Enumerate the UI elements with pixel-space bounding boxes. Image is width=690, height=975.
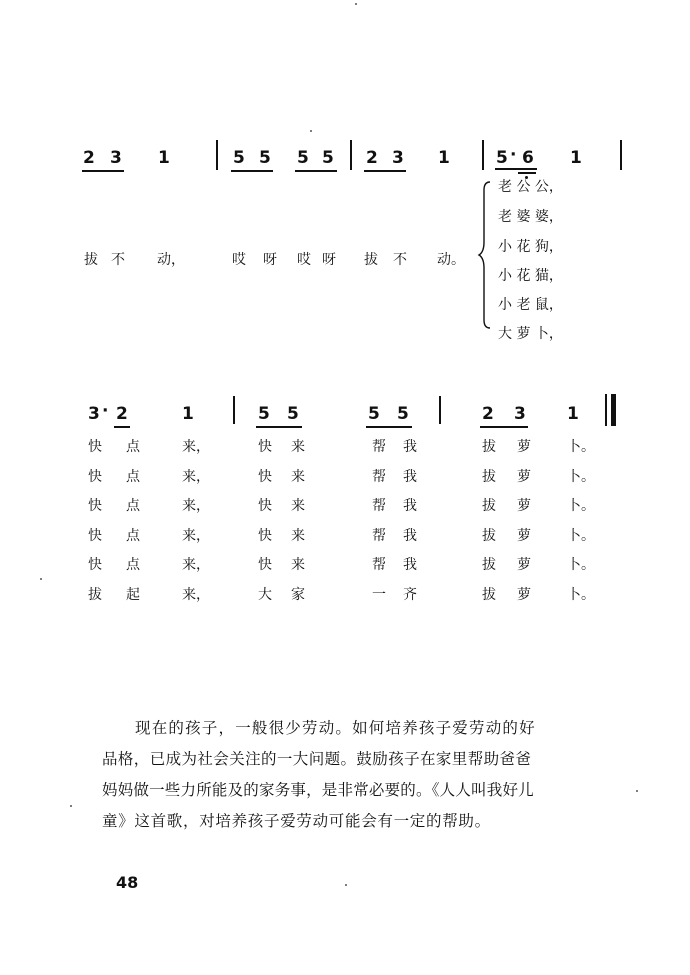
lyric-char: 卜。: [567, 468, 595, 485]
lyric-char: 我: [403, 498, 417, 514]
lyric-char: 点: [126, 557, 140, 573]
note: 5: [287, 404, 299, 424]
underline: [366, 426, 412, 428]
choice-item: 大 萝 卜，: [498, 326, 563, 342]
lyric-char: 萝: [517, 586, 531, 603]
note: 3: [514, 404, 526, 424]
lyric-char: 来，: [182, 527, 210, 544]
speck: [636, 790, 638, 792]
lyric-char: 快: [258, 498, 272, 514]
note: 5: [397, 404, 409, 424]
underline: [495, 168, 537, 170]
lyric-char: 大: [258, 586, 272, 603]
choice-item: [498, 176, 608, 196]
note: 2: [482, 404, 494, 424]
lyric-char: 卜。: [567, 557, 595, 573]
lyric-char: 快: [88, 527, 102, 544]
lyric-char: 一: [372, 586, 386, 603]
lyric-char: 动。: [437, 252, 465, 268]
lyric-char: 来，: [182, 468, 210, 485]
dot-mark: ·: [510, 145, 517, 165]
lyric-char: 来，: [182, 586, 210, 603]
lyric-char: 萝: [517, 468, 531, 485]
underline: [114, 426, 130, 428]
speck: [310, 130, 312, 132]
lyric-char: 来，: [182, 498, 210, 514]
note: 2: [366, 148, 378, 168]
lyric-char: 来: [291, 527, 305, 544]
lyric-char: 齐: [403, 586, 417, 603]
lyric-char: 哎: [232, 252, 246, 268]
lyric-char: 点: [126, 527, 140, 544]
choice-item: 小 老 鼠，: [498, 297, 563, 313]
lyric-char: 萝: [517, 498, 531, 514]
note: 5: [368, 404, 380, 424]
lyric-char: 卜。: [567, 439, 595, 455]
note: 1: [438, 148, 450, 168]
lyric-char: 帮: [372, 557, 386, 573]
lyric-char: 来，: [182, 557, 210, 573]
final-bar-thin: [605, 394, 607, 426]
note: 5: [258, 404, 270, 424]
note: 1: [570, 148, 582, 168]
lyric-char: 快: [88, 557, 102, 573]
lyric-char: 拔: [482, 557, 496, 573]
paragraph-line: 妈妈做一些力所能及的家务事，是非常必要的。《人人叫我好儿: [102, 781, 534, 799]
bar-line: [233, 396, 235, 424]
paragraph-line: 现在的孩子，一般很少劳动。如何培养孩子爱劳动的好: [135, 719, 536, 737]
lyric-char: 起: [126, 586, 140, 603]
lyric-char: 快: [258, 468, 272, 485]
underline: [518, 172, 536, 174]
lyric-char: 不: [393, 252, 407, 268]
note: 2: [116, 404, 128, 424]
underline: [82, 170, 124, 172]
lyric-char: 来: [291, 439, 305, 455]
note: 1: [182, 404, 194, 424]
lyric-char: 来: [291, 498, 305, 514]
bar-line: [350, 140, 352, 170]
note: 3: [392, 148, 404, 168]
note: 1: [567, 404, 579, 424]
lyric-char: 卜。: [567, 527, 595, 544]
lyric-text: 老 公 公，: [498, 179, 563, 195]
choice-item: 小 花 狗，: [498, 239, 563, 255]
lyric-char: 我: [403, 468, 417, 485]
lyric-char: 来: [291, 468, 305, 485]
lyric-char: 快: [258, 527, 272, 544]
lyric-char: 我: [403, 527, 417, 544]
lyric-char: 帮: [372, 527, 386, 544]
lyric-char: 来，: [182, 439, 210, 455]
lyric-char: 萝: [517, 439, 531, 455]
underline: [295, 170, 337, 172]
lyric-char: 呀: [263, 252, 277, 268]
speck: [40, 578, 42, 580]
lyric-char: 动，: [157, 252, 185, 268]
note: 5: [496, 148, 508, 168]
lyric-char: 点: [126, 439, 140, 455]
lyric-char: 拔: [482, 527, 496, 544]
lyric-char: 拔: [482, 468, 496, 485]
lyric-char: 卜。: [567, 498, 595, 514]
note: 5: [297, 148, 309, 168]
underline: [364, 170, 406, 172]
lyric-char: 我: [403, 557, 417, 573]
lyric-char: 点: [126, 498, 140, 514]
lyric-char: 快: [88, 439, 102, 455]
lyric-char: 拔: [88, 586, 102, 603]
lyric-char: 帮: [372, 498, 386, 514]
lyric-char: 呀: [322, 252, 336, 268]
lyric-char: 萝: [517, 557, 531, 573]
underline: [231, 170, 273, 172]
bar-line: [439, 396, 441, 424]
lyric-char: 快: [258, 439, 272, 455]
final-bar-thick: [611, 394, 616, 426]
note: 1: [158, 148, 170, 168]
note: 5: [259, 148, 271, 168]
note: 3: [110, 148, 122, 168]
note: 6: [522, 148, 534, 168]
lyric-char: 帮: [372, 468, 386, 485]
paragraph-line: 品格，已成为社会关注的一大问题。鼓励孩子在家里帮助爸爸: [102, 750, 532, 768]
choice-item: 老 婆 婆，: [498, 209, 563, 225]
lyric-char: 拔: [482, 498, 496, 514]
lyric-char: 哎: [297, 252, 311, 268]
note: 5: [233, 148, 245, 168]
underline: [256, 426, 302, 428]
dot-mark: ·: [102, 401, 109, 421]
note: 2: [83, 148, 95, 168]
lyric-char: 帮: [372, 439, 386, 455]
note: 5: [322, 148, 334, 168]
choice-item: 小 花 猫，: [498, 268, 563, 284]
paragraph-line: 童》这首歌，对培养孩子爱劳动可能会有一定的帮助。: [102, 812, 491, 830]
lyric-char: 来: [291, 557, 305, 573]
page-number: 48: [116, 873, 139, 892]
speck: [345, 884, 347, 886]
lyric-char: 点: [126, 468, 140, 485]
lyric-char: 我: [403, 439, 417, 455]
underline: [480, 426, 528, 428]
brace-icon: [476, 180, 494, 330]
note: 3: [88, 404, 100, 424]
lyric-char: 拔: [482, 439, 496, 455]
lyric-char: 拔: [84, 252, 98, 268]
speck: [70, 805, 72, 807]
lyric-char: 快: [258, 557, 272, 573]
speck: [355, 3, 357, 5]
lyric-char: 萝: [517, 527, 531, 544]
lyric-char: 拔: [364, 252, 378, 268]
lyric-char: 拔: [482, 586, 496, 603]
lyric-char: 快: [88, 468, 102, 485]
bar-line: [482, 140, 484, 170]
lyric-char: 家: [291, 586, 305, 603]
lyric-char: 不: [111, 252, 125, 268]
bar-line: [216, 140, 218, 170]
bar-line: [620, 140, 622, 170]
lyric-char: 快: [88, 498, 102, 514]
lyric-char: 卜。: [567, 586, 595, 603]
